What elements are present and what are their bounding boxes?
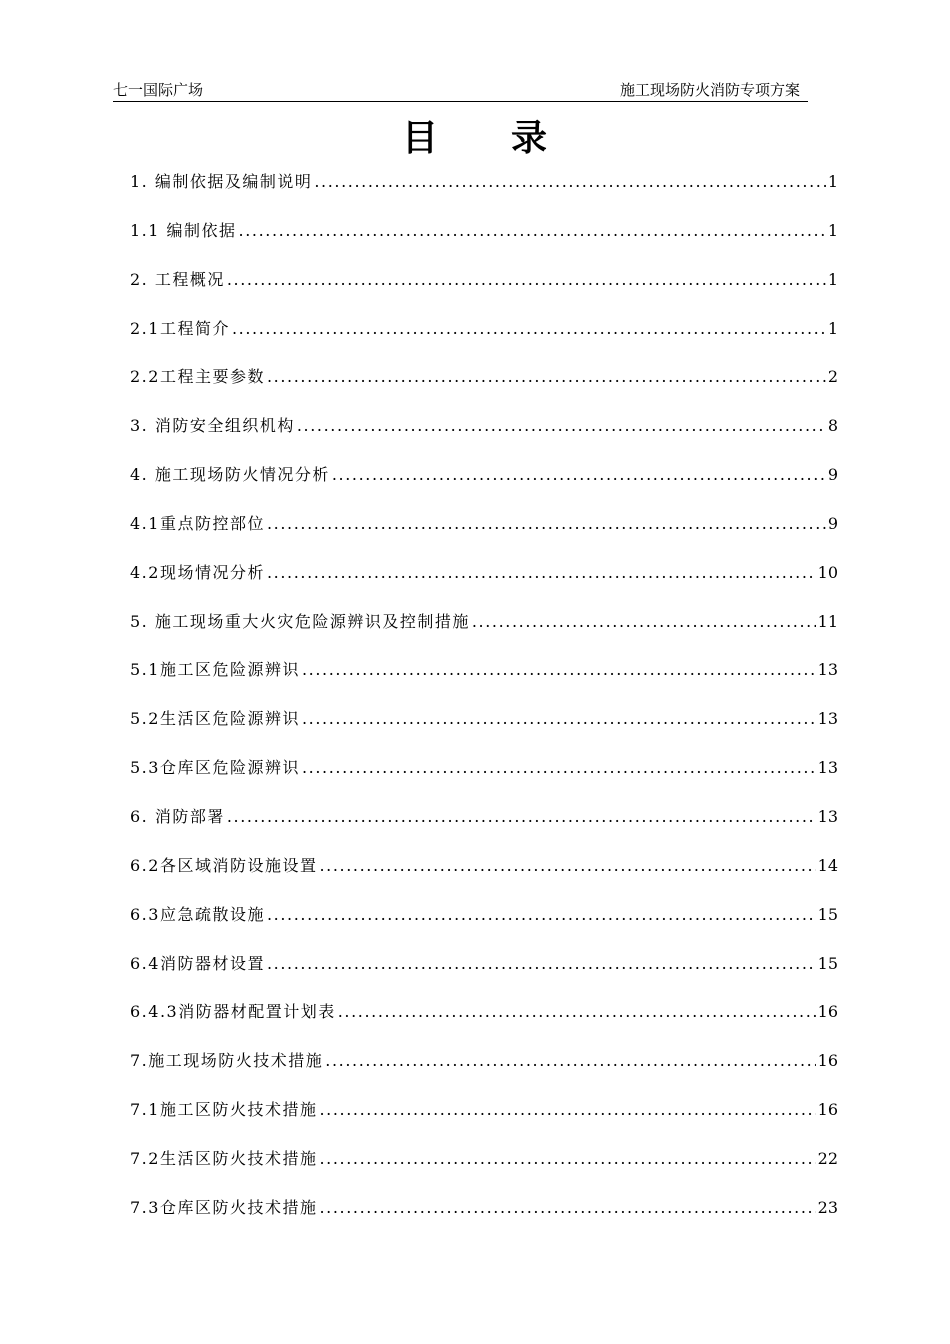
toc-entry-label: 7.2生活区防火技术措施 [130,1148,318,1168]
toc-dot-leader [319,1195,815,1221]
toc-dot-leader [332,462,826,488]
toc-entry-page-number: 22 [817,1148,838,1168]
toc-entry-page-number: 13 [817,806,838,826]
toc-entry[interactable] [130,804,838,853]
toc-entry-label: 3. 消防安全组织机构 [130,416,295,436]
toc-dot-leader [325,1048,815,1074]
toc-entry-page-number: 1 [827,220,838,240]
toc-entry[interactable] [130,1097,838,1146]
toc-dot-leader [267,902,816,928]
toc-entry-label: 2.1工程简介 [130,318,230,338]
toc-dot-leader [302,706,816,732]
toc-entry-label: 5.2生活区危险源辨识 [130,709,300,729]
toc-dot-leader [302,657,816,683]
toc-entry-label: 1. 编制依据及编制说明 [130,172,313,191]
toc-entry[interactable] [130,657,838,706]
page-title-second-char: 录 [511,117,549,159]
toc-dot-leader [227,804,816,830]
toc-entry-label: 7.1施工区防火技术措施 [130,1100,318,1120]
toc-entry[interactable] [130,560,838,609]
toc-entry-page-number: 14 [817,855,838,875]
toc-entry[interactable] [130,462,838,511]
toc-dot-leader [267,560,816,586]
toc-entry[interactable] [130,364,838,413]
toc-entry[interactable] [130,169,838,218]
toc-entry-label: 5. 施工现场重大火灾危险源辨识及控制措施 [130,611,470,631]
toc-entry[interactable] [130,267,838,316]
table-of-contents [130,169,838,1244]
page-title [0,116,950,160]
toc-dot-leader [297,413,826,439]
toc-entry-page-number: 1 [827,269,838,289]
toc-entry-label: 5.1施工区危险源辨识 [130,660,300,680]
toc-entry-page-number: 23 [817,1197,838,1217]
toc-entry-label: 6.3应急疏散设施 [130,904,265,924]
toc-entry[interactable] [130,1048,838,1097]
toc-dot-leader [232,316,826,342]
page-title-first-char: 目 [401,117,439,159]
toc-entry[interactable] [130,755,838,804]
page-header [113,80,808,102]
toc-entry-label: 4. 施工现场防火情况分析 [130,465,330,485]
toc-entry-label: 6.4.3消防器材配置计划表 [130,1002,336,1022]
toc-dot-leader [319,1146,815,1172]
toc-entry-label: 2.2工程主要参数 [130,367,265,387]
toc-entry[interactable] [130,218,838,267]
toc-entry[interactable] [130,609,838,658]
toc-entry[interactable] [130,853,838,902]
toc-entry-page-number: 1 [827,172,838,191]
toc-dot-leader [267,951,816,977]
toc-entry-page-number: 16 [817,1002,838,1022]
toc-entry[interactable] [130,316,838,365]
toc-entry-page-number: 9 [827,513,838,533]
toc-dot-leader [319,1097,815,1123]
toc-dot-leader [239,218,826,244]
toc-entry-page-number: 16 [817,1051,838,1071]
toc-entry[interactable] [130,511,838,560]
toc-entry-label: 5.3仓库区危险源辨识 [130,758,300,778]
toc-entry-page-number: 2 [827,367,838,387]
toc-dot-leader [472,609,816,635]
toc-entry-page-number: 10 [817,562,838,582]
toc-entry[interactable] [130,1195,838,1244]
toc-entry-label: 1.1 编制依据 [130,220,237,240]
toc-entry-label: 7.施工现场防火技术措施 [130,1051,324,1071]
toc-entry[interactable] [130,1146,838,1195]
toc-dot-leader [314,169,825,195]
toc-entry-page-number: 13 [817,660,838,680]
toc-dot-leader [267,364,826,390]
toc-entry-page-number: 13 [817,709,838,729]
header-document-name: 施工现场防火消防专项方案 [619,81,800,99]
toc-entry-page-number: 9 [827,465,838,485]
toc-entry[interactable] [130,999,838,1048]
toc-dot-leader [302,755,816,781]
toc-dot-leader [338,999,816,1025]
header-project-name: 七一国际广场 [113,81,204,99]
toc-entry[interactable] [130,706,838,755]
toc-entry[interactable] [130,902,838,951]
toc-dot-leader [267,511,826,537]
toc-entry-label: 6.4消防器材设置 [130,953,265,973]
toc-entry-page-number: 1 [827,318,838,338]
toc-entry-label: 7.3仓库区防火技术措施 [130,1197,318,1217]
toc-entry-label: 4.1重点防控部位 [130,513,265,533]
toc-entry-label: 4.2现场情况分析 [130,562,265,582]
toc-entry[interactable] [130,951,838,1000]
toc-entry-label: 6. 消防部署 [130,806,225,826]
toc-entry-page-number: 11 [817,611,838,631]
toc-entry-page-number: 15 [817,904,838,924]
toc-dot-leader [319,853,815,879]
toc-entry[interactable] [130,413,838,462]
toc-entry-page-number: 8 [827,416,838,436]
toc-entry-page-number: 16 [817,1100,838,1120]
toc-entry-page-number: 15 [817,953,838,973]
toc-dot-leader [227,267,826,293]
toc-entry-label: 2. 工程概况 [130,269,225,289]
toc-entry-label: 6.2各区域消防设施设置 [130,855,318,875]
toc-entry-page-number: 13 [817,758,838,778]
